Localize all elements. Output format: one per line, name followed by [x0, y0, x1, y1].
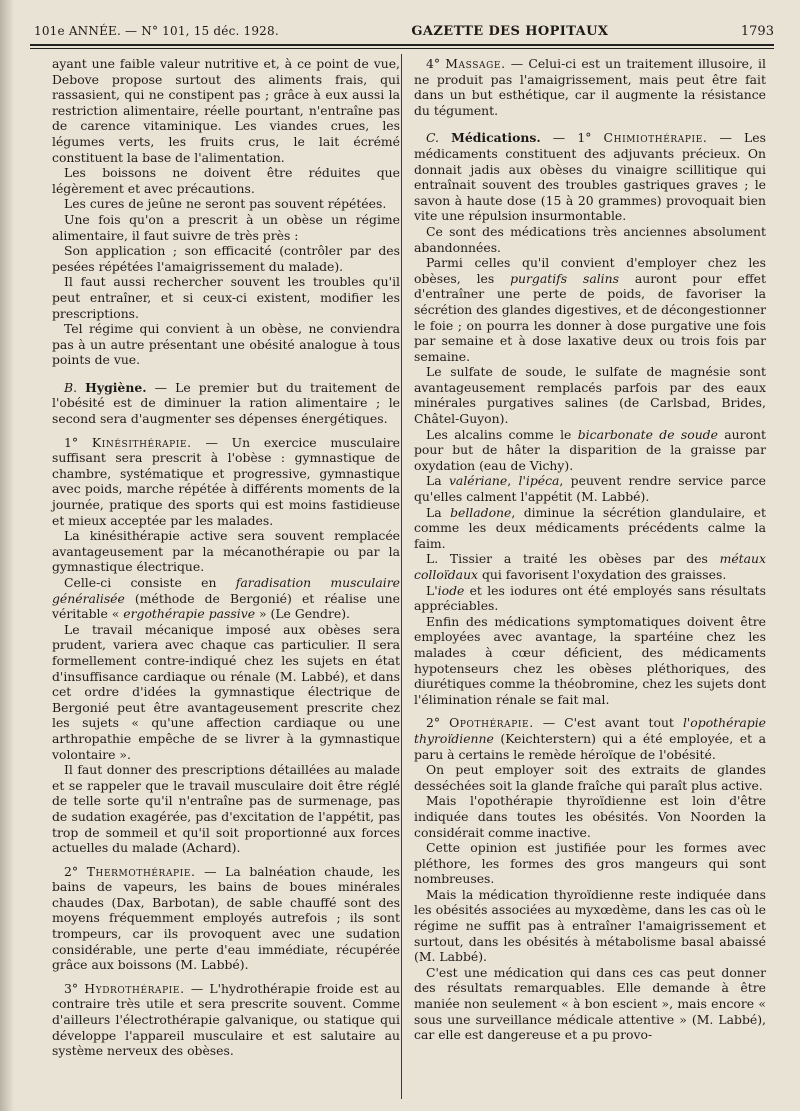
- text-run: Les alcalins comme le: [426, 426, 578, 442]
- text-run: , diminue la sécrétion glandulaire, et comme les deux médicaments précédents calme la faim.: [414, 504, 766, 551]
- italic-term: l'opothérapie thyroïdienne: [414, 715, 766, 746]
- text-run: ,: [507, 473, 519, 489]
- text-run: , peuvent rendre service parce qu'elles calment l'appétit (M. Labbé).: [414, 473, 766, 505]
- subsection-text: — Un exercice musculaire suffisant sera prescrit à l'obèse : gymnastique de chambre, systématique et progressive, gymnastique avec poids, marche répétée à différents moments de la journée, pratique des sports qui est moins fastidieuse et mieux acceptée par les malades.: [52, 434, 400, 528]
- subsection-title: Kinésithérapie.: [91, 434, 192, 450]
- text-run: qui favorisent l'oxydation des graisses.: [478, 567, 727, 582]
- section-medications: [414, 130, 766, 224]
- text-run: » (Le Gendre).: [255, 606, 350, 622]
- section-letter: C.: [426, 130, 439, 146]
- paragraph: La kinésithérapie active sera souvent remplacée avantageusement par la mécanothérapie ou par la gymnastique électrique.: [52, 528, 400, 575]
- subsection-text: — La balnéation chaude, les bains de vapeurs, les bains de boues minérales chaudes (Dax, Barbotan), de sable chauffé sont des moyens fréquemment employés autrefois ; ils sont trompeurs, car ils provoquent avec une sudation considérable, une perte d'eau immédiate, récupérée grâce aux boissons (M. Labbé).: [52, 863, 400, 973]
- header-rule-thin: [30, 48, 774, 49]
- column-divider: [401, 54, 402, 1099]
- section-letter: B.: [64, 379, 78, 395]
- subsection-number: — 1°: [540, 130, 592, 146]
- issue-info: 101e ANNÉE. — N° 101, 15 déc. 1928.: [34, 24, 279, 38]
- paragraph: Mais la médication thyroïdienne reste indiquée dans les obésités associées au myxœdème, dans les cas où le régime ne suffit pas à entraîner l'amaigrissement et surtout, dans les obésités à métabolisme basal abaissé (M. Labbé).: [414, 886, 766, 965]
- subsection-text: — Celui-ci est un traitement illusoire, il ne produit pas l'amaigrissement, mais peut être fait dans un but esthétique, car il augmente la résistance du tégument.: [414, 56, 766, 118]
- subsection-title: Massage.: [445, 56, 506, 71]
- paragraph: Cette opinion est justifiée pour les formes avec pléthore, les formes des gros mangeurs qui sont nombreuses.: [414, 840, 766, 887]
- italic-term: ergothérapie passive: [123, 606, 256, 622]
- paragraph: Les boissons ne doivent être réduites que légèrement et avec précautions.: [52, 165, 400, 196]
- paragraph: ayant une faible valeur nutritive et, à ce point de vue, Debove propose surtout des aliments frais, qui rassasient, qui ne constipent pas ; grâce à eux aussi la restriction alimentaire, réelle pourtant, n'entraîne pas de carence vitaminique. Les viandes crues, les légumes verts, les fruits crus, le lait écrémé constituent la base de l'alimentation.: [52, 56, 400, 165]
- subsection-opotherapie: [414, 715, 766, 762]
- text-run: Parmi celles qu'il convient d'employer chez les obèses, les: [414, 255, 766, 286]
- left-column: [52, 56, 400, 1059]
- subsection-number: 2°: [64, 863, 79, 879]
- subsection-number: 3°: [64, 980, 79, 996]
- italic-term: belladone: [450, 504, 512, 520]
- subsection-number: 4°: [426, 56, 441, 71]
- page-binding-shadow: [0, 0, 14, 1111]
- italic-term: iode: [437, 582, 465, 598]
- subsection-kinesitherapie: [52, 435, 400, 529]
- paragraph: [414, 583, 766, 614]
- subsection-hydrotherapie: [52, 981, 400, 1059]
- subsection-number: 1°: [64, 434, 79, 450]
- section-hygiene: [52, 380, 400, 427]
- text-run: auront pour effet d'entraîner une perte de poids, de favoriser la sécrétion des glandes digestives, et de décongestionner le foie ; on pourra les donner à dose purgative une fois par semaine et à dose laxative deux ou trois fois par semaine.: [414, 270, 766, 364]
- paragraph: [414, 255, 766, 364]
- paragraph: [414, 505, 766, 552]
- section-text: — Le premier but du traitement de l'obésité est de diminuer la ration alimentaire ; le second sera d'augmenter ses dépenses énergétiques.: [52, 379, 400, 427]
- subsection-massage: [414, 56, 766, 118]
- paragraph: [52, 575, 400, 622]
- section-text: — Les médicaments constituent des adjuvants précieux. On donnait jadis aux obèses du vinaigre scillitique qui entraînait souvent des troubles gastriques graves ; le savon à haute dose (15 à 20 grammes) provoquait bien vite une répulsion insurmontable.: [414, 130, 766, 224]
- paragraph: C'est une médication qui dans ces cas peut donner des résultats remarquables. Elle demande à être maniée non seulement « à bon escient », mais encore « sous une surveillance médicale attentive » (M. Labbé), car elle est dangereuse et a pu provo-: [414, 964, 766, 1043]
- paragraph: Tel régime qui convient à un obèse, ne conviendra pas à un autre présentant une obésité analogue à tous points de vue.: [52, 321, 400, 368]
- text-run: L': [426, 582, 438, 598]
- subsection-title: Hydrothérapie.: [84, 980, 185, 996]
- paragraph: Enfin des médications symptomatiques doivent être employées avec avantage, la spartéine chez les malades à cœur déficient, des médicaments hypotenseurs chez les obèses pléthoriques, des diurétiques comme la théobromine, chez les sujets dont l'élimination rénale se fait mal.: [414, 613, 766, 707]
- paragraph: Les cures de jeûne ne seront pas souvent répétées.: [64, 196, 387, 212]
- subsection-number: 2°: [426, 715, 441, 731]
- text-run: auront pour but de hâter la disparition de la graisse par oxydation (eau de Vichy).: [414, 426, 766, 473]
- paragraph: [414, 427, 766, 474]
- text-run: et les iodures ont été employés sans résultats appréciables.: [414, 582, 766, 614]
- paragraph: Il faut donner des prescriptions détaillées au malade et se rappeler que le travail musculaire doit être réglé de telle sorte qu'il n'entraîne pas de surmenage, pas de sudation exagérée, pas d'excitation de l'appétit, pas trop de sommeil et qu'il soit proportionné aux forces actuelles du malade (Achard).: [52, 762, 400, 856]
- paragraph: Son application ; son efficacité (contrôler par des pesées répétées l'amaigrissement du malade).: [52, 243, 400, 274]
- subsection-text: — L'hydrothérapie froide est au contraire très utile et sera prescrite souvent. Comme d'ailleurs l'électrothérapie galvanique, ou statique qui développe l'appareil musculaire et est salutaire au système nerveux des obèses.: [52, 980, 400, 1059]
- running-header: [34, 18, 774, 44]
- paragraph: Mais l'opothérapie thyroïdienne est loin d'être indiquée dans toutes les obésités. Von Noorden la considérait comme inactive.: [414, 793, 766, 840]
- section-title: Médications.: [451, 130, 541, 146]
- italic-term: l'ipéca: [518, 473, 560, 489]
- paragraph: On peut employer soit des extraits de glandes desséchées soit la glande fraîche qui paraît plus active.: [414, 762, 766, 793]
- paragraph: Ce sont des médications très anciennes absolument abandonnées.: [414, 223, 766, 255]
- header-rule-thick: [30, 44, 774, 46]
- text-run: Celle-ci consiste en: [64, 575, 236, 590]
- paragraph: Le sulfate de soude, le sulfate de magnésie sont avantageusement remplacés parfois par des eaux minérales purgatives salines (de Carlsbad, Brides, Châtel-Guyon).: [414, 364, 766, 427]
- paragraph: [414, 551, 766, 582]
- text-run: (Keichterstern) qui a été employée, et a paru à certains le remède héroïque de l'obésité.: [414, 730, 766, 762]
- subsection-thermotherapie: [52, 864, 400, 973]
- journal-title: GAZETTE DES HOPITAUX: [411, 23, 609, 39]
- page-number: 1793: [740, 23, 774, 39]
- paragraph: Il faut aussi rechercher souvent les troubles qu'il peut entraîner, et si ceux-ci existent, modifier les prescriptions.: [52, 274, 400, 321]
- italic-term: métaux colloïdaux: [414, 551, 766, 582]
- subsection-title: Chimiothérapie.: [603, 130, 708, 146]
- italic-term: valériane: [448, 473, 508, 489]
- text-run: La: [426, 504, 451, 520]
- text-run: L. Tissier a traité les obèses par des: [426, 551, 720, 567]
- section-title: Hygiène.: [85, 379, 147, 395]
- subsection-title: Opothérapie.: [449, 715, 534, 731]
- italic-term: purgatifs salins: [510, 270, 619, 286]
- text-run: (méthode de Bergonié) et réalise une véritable «: [52, 590, 400, 622]
- subsection-title: Thermothérapie.: [86, 863, 196, 879]
- text-run: La: [426, 473, 449, 489]
- text-run: — C'est avant tout: [533, 715, 683, 731]
- paragraph: Une fois qu'on a prescrit à un obèse un régime alimentaire, il faut suivre de très près :: [52, 211, 400, 243]
- italic-term: bicarbonate de soude: [577, 426, 718, 442]
- italic-term: faradisation musculaire généralisée: [52, 575, 400, 606]
- paragraph: [414, 473, 766, 504]
- paragraph: Le travail mécanique imposé aux obèses sera prudent, variera avec chaque cas particulier. Il sera formellement contre-indiqué chez les sujets en état d'insuffisance cardiaque ou rénale (M. Labbé), et dans cet ordre d'idées la gymnastique électrique de Bergonié peut être avantageusement prescrite chez les sujets « qu'une affection cardiaque ou une arthropathie empêche de se livrer à la gymnastique volontaire ».: [52, 621, 400, 762]
- right-column: [414, 56, 766, 1043]
